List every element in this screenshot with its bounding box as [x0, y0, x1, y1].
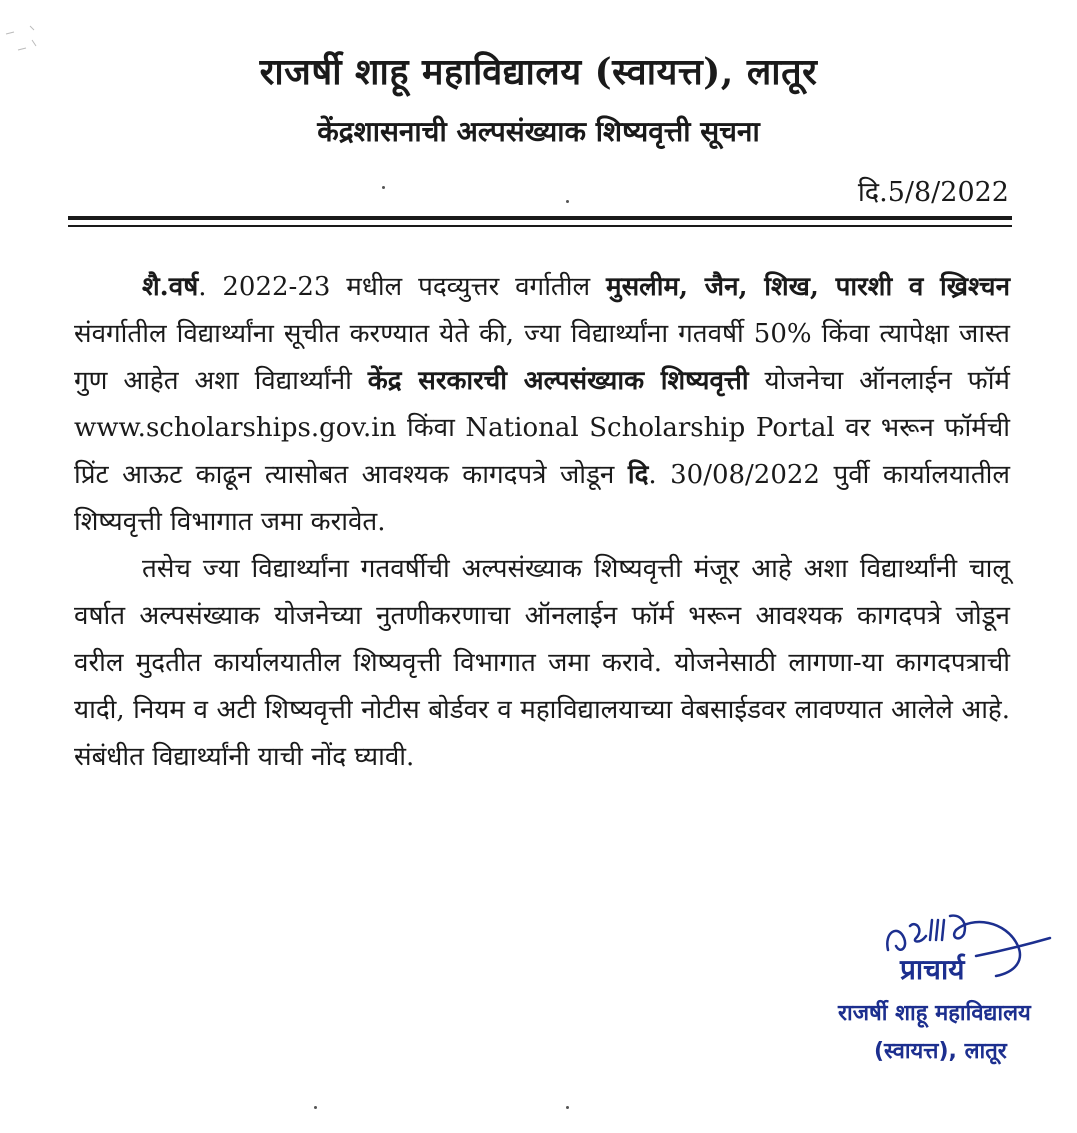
college-name-heading: राजर्षी शाहू महाविद्यालय (स्वायत्त), लातूर: [259, 51, 818, 93]
notice-date: दि.5/8/2022: [857, 177, 1009, 208]
communities-list: मुसलीम, जैन, शिख, पारशी व ख्रिश्चन: [606, 272, 1010, 302]
stamp-college-name: राजर्षी शाहू महाविद्यालय: [838, 1001, 1031, 1026]
header-divider-thin: [68, 225, 1012, 227]
notice-body: [74, 264, 1010, 781]
stamp-college-location: (स्वायत्त), लातूर: [874, 1039, 1007, 1064]
academic-year-label: शै.वर्ष: [142, 272, 199, 302]
paragraph-1: [74, 264, 1010, 546]
scan-speck: [314, 1106, 317, 1109]
para1-text-c: योजनेचा ऑनलाईन फॉर्म www.scholarships.gov.in किंवा National Scholarship Portal वर भरून फॉर्मची प्रिंट आऊट काढून त्यासोबत आवश्यक कागदपत्रे जोडून: [74, 366, 1010, 490]
paragraph-2: तसेच ज्या विद्यार्थ्यांना गतवर्षीची अल्पसंख्याक शिष्यवृत्ती मंजूर आहे अशा विद्यार्थ्यांनी चालू वर्षात अल्पसंख्याक योजनेच्या नुतणीकरणाचा ऑनलाईन फॉर्म भरून आवश्यक कागदपत्रे जोडून वरील मुदतीत कार्यालयातील शिष्यवृत्ती विभागात जमा करावे. योजनेसाठी लागणा-या कागदपत्राची यादी, नियम व अटी शिष्यवृत्ती नोटीस बोर्डवर व महाविद्यालयाच्या वेबसाईडवर लावण्यात आलेले आहे. संबंधीत विद्यार्थ्यांनी याची नोंद घ्यावी.: [74, 554, 1011, 772]
deadline-prefix: दि: [627, 460, 649, 490]
para1-text-b: संवर्गातील विद्यार्थ्यांना सूचीत करण्यात येते की, ज्या विद्यार्थ्यांना गतवर्षी 50% किंवा त्यापेक्षा जास्त गुण आहेत अशा विद्यार्थ्यांनी: [74, 319, 1010, 396]
scan-speck: [566, 200, 569, 203]
notice-title: केंद्रशासनाची अल्पसंख्याक शिष्यवृत्ती सूचना: [317, 115, 760, 148]
scan-speck: [566, 1106, 569, 1109]
scholarship-name: केंद्र सरकारची अल्पसंख्याक शिष्यवृत्ती: [367, 366, 749, 396]
para1-text-a: . 2022-23 मधील पदव्युत्तर वर्गातील: [198, 272, 607, 302]
scan-speck: [382, 186, 385, 189]
para1-text-d: . 30/08/2022 पुर्वी कार्यालयातील शिष्यवृत्ती विभागात जमा करावेत.: [74, 460, 1011, 537]
principal-title: प्राचार्य: [900, 953, 965, 986]
header-divider-thick: [68, 216, 1012, 220]
